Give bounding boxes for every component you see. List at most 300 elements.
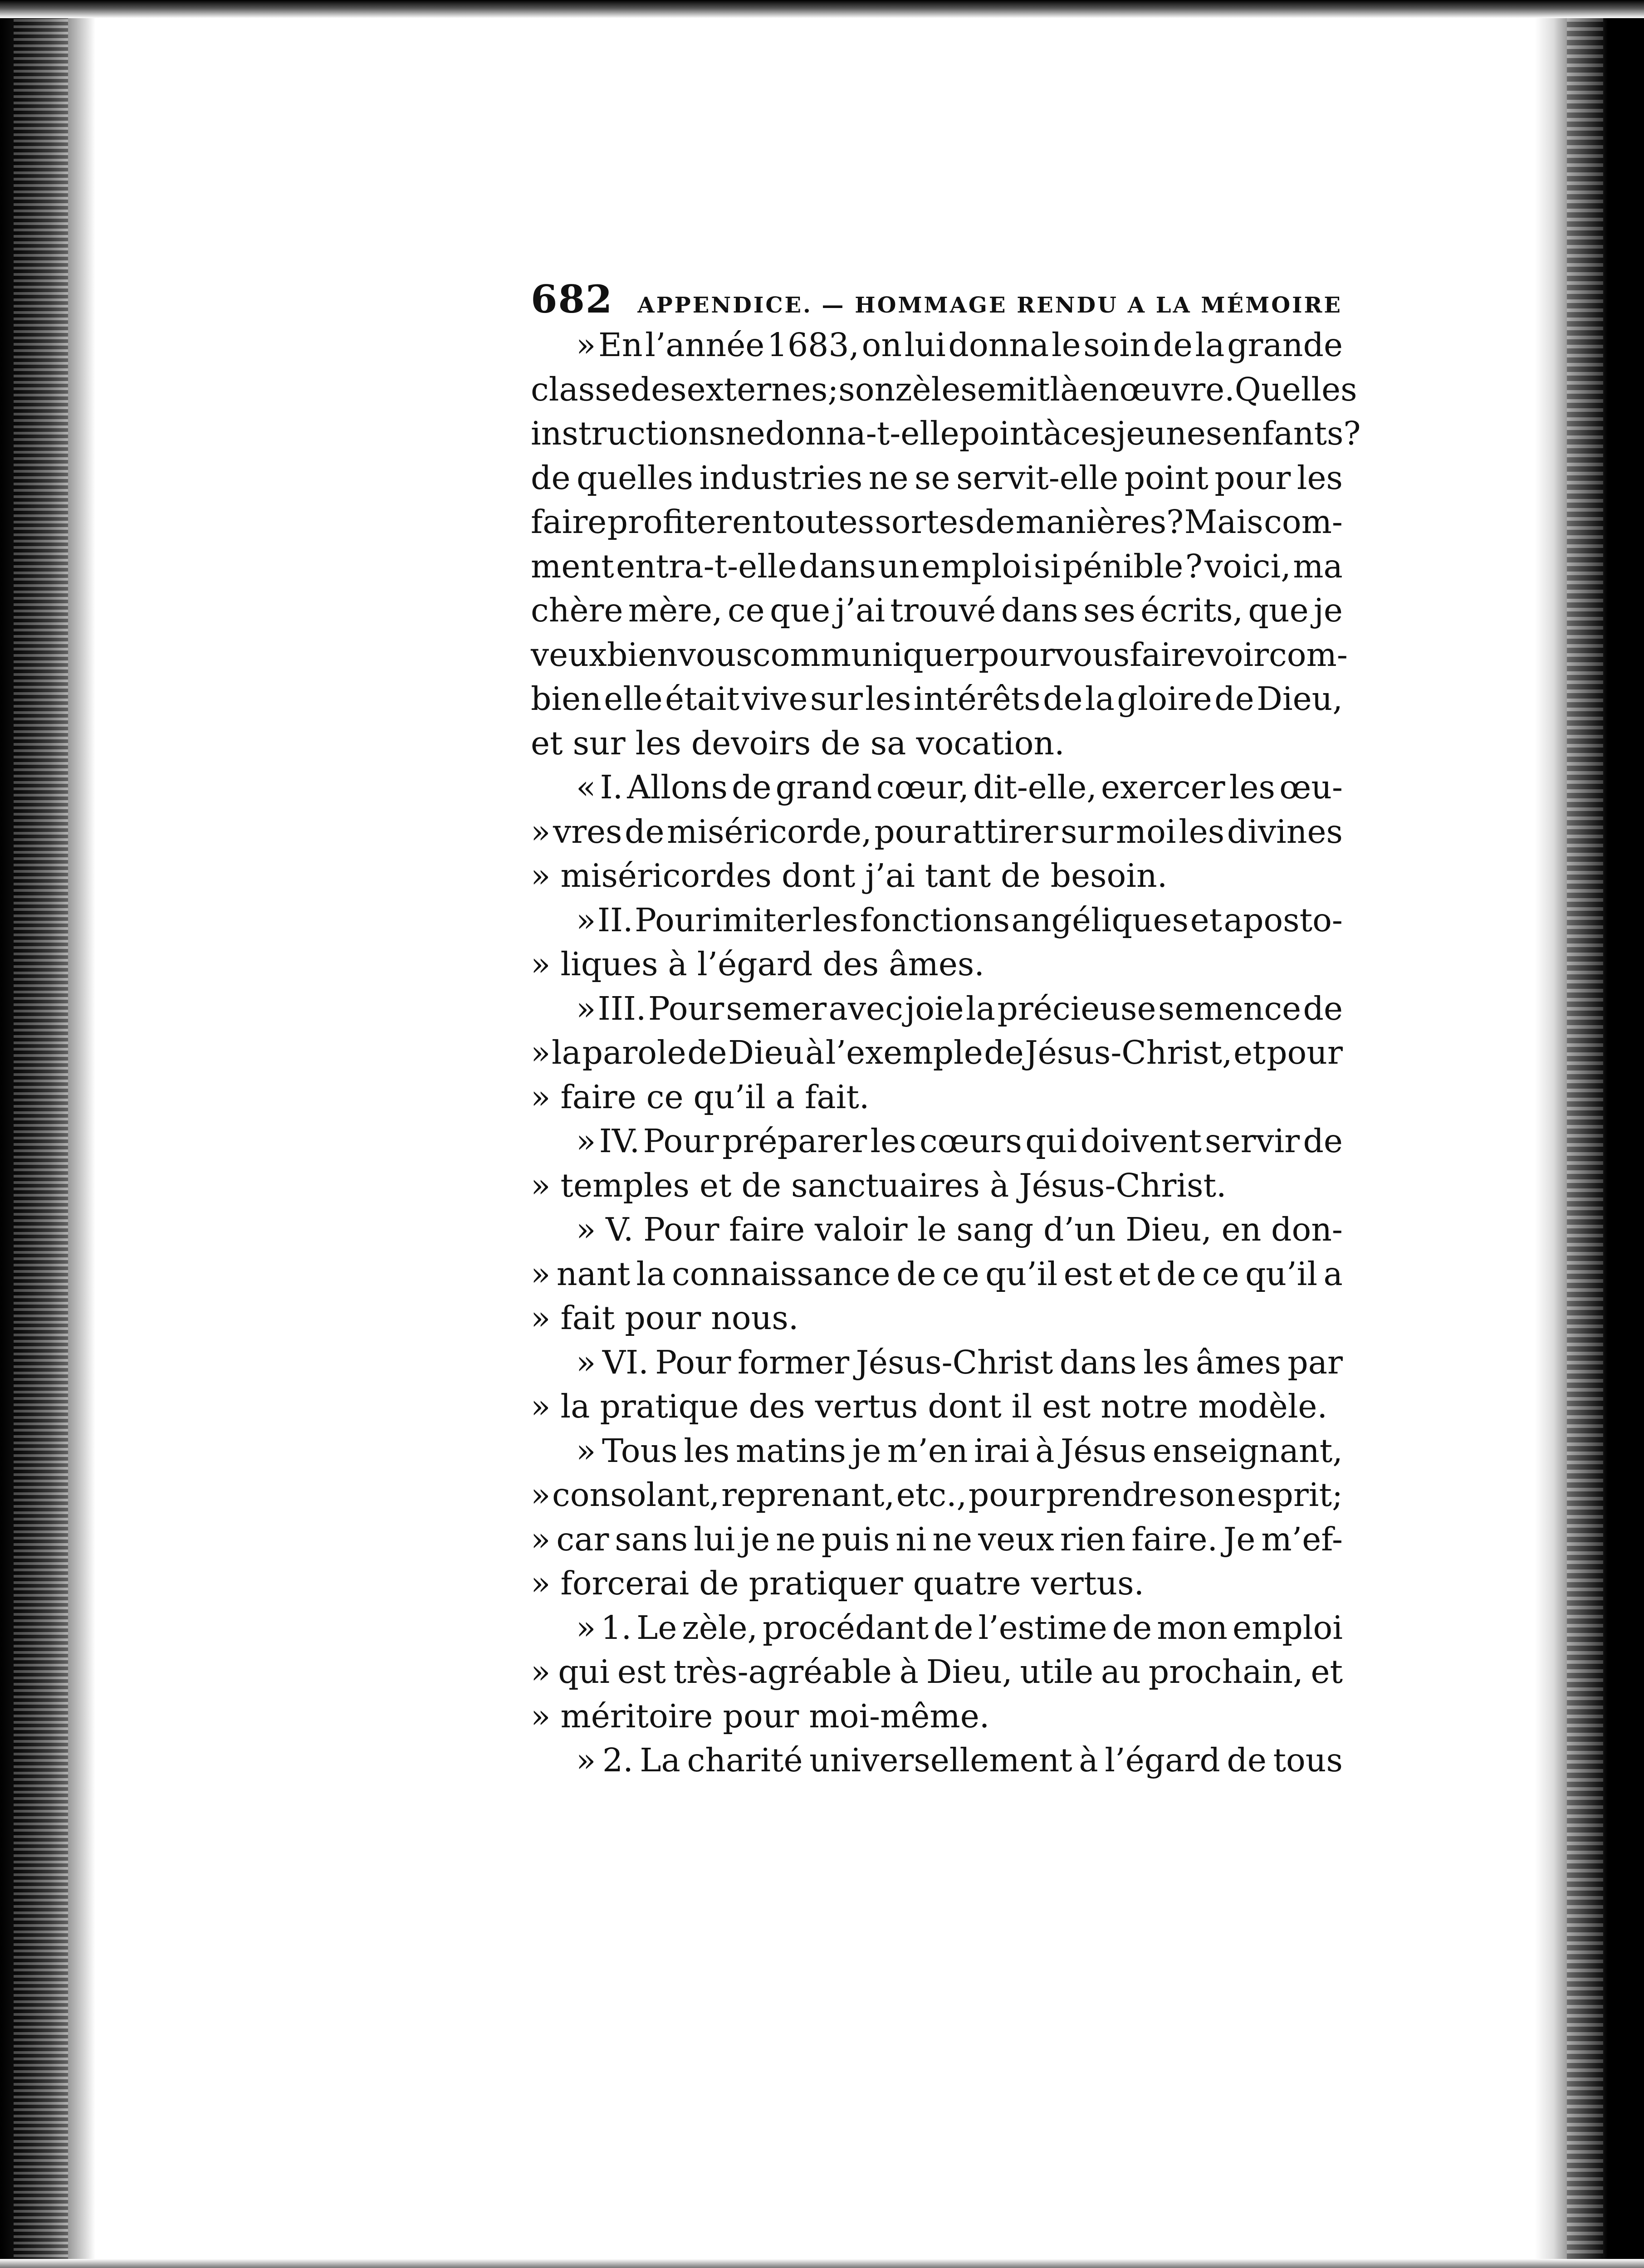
word: » xyxy=(576,901,596,939)
word: faire xyxy=(1130,635,1206,674)
word: moi-même. xyxy=(809,1697,990,1735)
word: son xyxy=(1179,1476,1236,1514)
word: qu’il xyxy=(985,1255,1058,1293)
running-head: APPENDICE. — HOMMAGE RENDU A LA MÉMOIRE xyxy=(637,293,1342,318)
word: mon xyxy=(1157,1608,1228,1647)
word: dont xyxy=(781,857,856,894)
word: de xyxy=(687,1034,727,1071)
word: faire xyxy=(729,1211,805,1248)
word: sans xyxy=(615,1520,688,1558)
word: donna xyxy=(948,326,1049,364)
word: 1683, xyxy=(767,326,860,364)
word: enfants? xyxy=(1222,415,1361,452)
word: les xyxy=(1143,1343,1189,1381)
scan-border-top xyxy=(0,0,1644,18)
text-line xyxy=(531,854,1343,898)
word: la xyxy=(1085,680,1115,718)
word: mit xyxy=(996,370,1050,408)
text-line xyxy=(531,721,1343,766)
text-line xyxy=(531,1031,1343,1075)
word: ce xyxy=(1202,1255,1239,1293)
word: à xyxy=(989,1166,1009,1204)
word: lui xyxy=(694,1520,735,1558)
word: » xyxy=(576,1211,596,1248)
word: et xyxy=(531,724,563,762)
word: d’un xyxy=(1043,1211,1116,1248)
word: zèle xyxy=(895,370,961,408)
text-line xyxy=(531,1561,1343,1606)
word: sanctuaires xyxy=(791,1166,980,1204)
word: pratique xyxy=(600,1388,739,1425)
word: était xyxy=(665,680,740,718)
word: jeunes xyxy=(1116,415,1223,452)
word: sa xyxy=(870,724,906,762)
word: ce xyxy=(727,591,765,629)
word: m’ef- xyxy=(1261,1520,1343,1558)
word: Tous xyxy=(602,1432,678,1470)
word: les xyxy=(1297,459,1343,497)
word: au xyxy=(1101,1653,1141,1691)
word: et xyxy=(1233,1034,1266,1071)
word: de xyxy=(896,1255,936,1293)
text-line xyxy=(531,544,1343,589)
word: à xyxy=(668,945,687,983)
word: universellement xyxy=(809,1741,1072,1779)
word: semer xyxy=(726,989,827,1027)
word: externes; xyxy=(686,370,839,408)
word: et xyxy=(1311,1653,1343,1691)
word: en xyxy=(1079,370,1120,408)
word: vertus xyxy=(815,1388,918,1425)
word: qui xyxy=(1025,1122,1077,1160)
word: connaissance xyxy=(671,1255,890,1293)
word: est xyxy=(617,1653,666,1691)
text-line xyxy=(531,1075,1343,1119)
word: aposto- xyxy=(1223,901,1343,939)
word: Pour xyxy=(635,901,711,939)
word: point xyxy=(959,415,1043,452)
word: le xyxy=(917,1211,947,1248)
text-line xyxy=(531,633,1348,677)
word: ne xyxy=(776,1520,816,1558)
word: les xyxy=(865,680,911,718)
word: » xyxy=(531,1078,551,1116)
text-line xyxy=(531,411,1361,456)
word: tous xyxy=(1273,1741,1343,1779)
word: la xyxy=(966,989,996,1027)
word: prendre xyxy=(1046,1476,1177,1514)
word: l’exemple xyxy=(825,1034,983,1071)
word: don- xyxy=(1271,1211,1343,1248)
scan-border-bottom xyxy=(0,2259,1644,2268)
word: de xyxy=(625,812,665,850)
word: écrits, xyxy=(1140,591,1243,629)
word: Dieu, xyxy=(1125,1211,1212,1248)
text-line xyxy=(531,323,1343,367)
word: vocation. xyxy=(916,724,1065,762)
word: former xyxy=(737,1343,850,1381)
word: servit-elle xyxy=(956,459,1119,497)
word: Quelles xyxy=(1234,370,1357,408)
word: temples xyxy=(560,1166,690,1204)
word: les xyxy=(1229,768,1275,806)
word: miséricordes xyxy=(560,857,772,894)
word: l’égard xyxy=(1105,1741,1220,1779)
word: se xyxy=(915,459,950,497)
word: quelles xyxy=(576,459,694,497)
word: pour xyxy=(968,1476,1045,1514)
word: la xyxy=(560,1388,590,1425)
word: » xyxy=(531,857,551,894)
word: a xyxy=(1323,1255,1343,1293)
word: car xyxy=(556,1520,609,1558)
text-line xyxy=(531,1517,1343,1562)
word: Je xyxy=(1223,1520,1256,1558)
word: l’année xyxy=(645,326,765,364)
text-line xyxy=(531,765,1343,810)
word: donna-t-elle xyxy=(765,415,959,452)
text-line xyxy=(531,1296,1343,1340)
word: liques xyxy=(560,945,658,983)
word: » xyxy=(576,1608,596,1647)
word: lui xyxy=(904,326,946,364)
word: je xyxy=(741,1520,770,1558)
word: bien xyxy=(531,680,602,718)
word: de xyxy=(1153,326,1193,364)
word: » xyxy=(531,1034,551,1071)
word: Dieu, xyxy=(926,1653,1013,1691)
text-line xyxy=(531,500,1343,544)
word: procédant xyxy=(763,1608,929,1647)
word: on xyxy=(861,326,902,364)
word: » xyxy=(531,1564,551,1602)
word: à xyxy=(899,1653,919,1691)
word: pénible xyxy=(1062,547,1184,585)
word: qu’il xyxy=(1245,1255,1318,1293)
word: point xyxy=(1124,459,1209,497)
text-line xyxy=(531,367,1357,412)
word: pour xyxy=(874,812,951,850)
word: notre xyxy=(1101,1388,1189,1425)
word: est xyxy=(1042,1388,1091,1425)
word: Pour xyxy=(655,1343,731,1381)
word: 2. xyxy=(602,1741,633,1779)
word: de xyxy=(821,724,861,762)
word: En xyxy=(598,326,643,364)
word: très-agréable xyxy=(673,1653,892,1691)
word: fait. xyxy=(805,1078,870,1116)
word: Allons xyxy=(627,768,728,806)
word: avec xyxy=(828,989,903,1027)
word: qui xyxy=(558,1653,610,1691)
word: grand xyxy=(775,768,872,806)
word: » xyxy=(576,1741,596,1779)
word: Dieu, xyxy=(1256,680,1343,718)
word: vive xyxy=(742,680,808,718)
word: de xyxy=(531,459,571,497)
text-line xyxy=(531,1429,1343,1473)
word: œu- xyxy=(1279,768,1343,806)
word: à xyxy=(805,1034,825,1071)
word: préparer xyxy=(722,1122,867,1160)
word: elle xyxy=(604,680,663,718)
word: ne xyxy=(932,1520,973,1558)
word: les xyxy=(684,1432,730,1470)
word: qu’il xyxy=(693,1078,766,1116)
text-line xyxy=(531,1606,1343,1650)
word: valoir xyxy=(814,1211,908,1248)
word: imiter xyxy=(712,901,811,939)
word: par xyxy=(1287,1343,1343,1381)
word: ne xyxy=(725,415,765,452)
word: des xyxy=(630,370,687,408)
word: vertus. xyxy=(1031,1564,1145,1602)
word: La xyxy=(640,1741,680,1779)
word: zèle, xyxy=(682,1608,758,1647)
word: à xyxy=(1035,1432,1055,1470)
word: » xyxy=(576,1432,596,1470)
word: com- xyxy=(1264,503,1343,541)
text-line xyxy=(531,1340,1343,1385)
word: tant xyxy=(925,857,991,894)
word: vres xyxy=(553,812,622,850)
word: utile xyxy=(1020,1653,1094,1691)
word: de xyxy=(1112,1608,1152,1647)
word: puis xyxy=(821,1520,890,1558)
word: de xyxy=(741,1166,781,1204)
word: et xyxy=(1190,901,1223,939)
word: grande xyxy=(1227,326,1343,364)
word: veux xyxy=(978,1520,1054,1558)
word: la xyxy=(636,1255,666,1293)
word: de xyxy=(1156,1255,1196,1293)
text-line xyxy=(531,1207,1343,1252)
word: en xyxy=(732,503,772,541)
word: ce xyxy=(646,1078,684,1116)
word: » xyxy=(531,945,551,983)
word: vous xyxy=(1055,635,1130,674)
word: cœurs xyxy=(919,1122,1022,1160)
word: moi xyxy=(1116,812,1176,850)
word: classe xyxy=(531,370,631,408)
word: Dieu xyxy=(728,1034,804,1071)
word: œuvre. xyxy=(1119,370,1235,408)
word: Pour xyxy=(648,989,724,1027)
word: je xyxy=(852,1432,881,1470)
word: communiquer xyxy=(752,635,979,674)
word: nous. xyxy=(711,1299,799,1337)
word: parole xyxy=(582,1034,686,1071)
word: âmes. xyxy=(889,945,984,983)
word: les xyxy=(870,1122,916,1160)
word: âmes xyxy=(1195,1343,1281,1381)
word: pour xyxy=(979,635,1055,674)
word: entra-t-elle xyxy=(616,547,797,585)
word: besoin. xyxy=(1050,857,1168,894)
text-line xyxy=(531,588,1343,633)
word: etc., xyxy=(896,1476,967,1514)
word: Le xyxy=(636,1608,677,1647)
word: ? xyxy=(1185,547,1203,585)
word: IV. xyxy=(599,1122,640,1160)
word: doivent xyxy=(1080,1122,1202,1160)
word: que xyxy=(769,591,831,629)
word: » xyxy=(576,1122,596,1160)
word: j’ai xyxy=(865,857,915,894)
word: ni xyxy=(895,1520,927,1558)
word: attirer xyxy=(953,812,1058,850)
word: de xyxy=(1001,857,1041,894)
word: toutes xyxy=(773,503,875,541)
word: veux xyxy=(531,635,607,674)
word: manières? xyxy=(1015,503,1184,541)
word: un xyxy=(878,547,920,585)
word: 1. xyxy=(601,1608,632,1647)
word: chère xyxy=(531,591,623,629)
word: nant xyxy=(556,1255,631,1293)
text-line xyxy=(531,1650,1343,1694)
word: Pour xyxy=(643,1122,719,1160)
word: » xyxy=(531,1388,551,1425)
word: si xyxy=(1033,547,1061,585)
text-line xyxy=(531,1163,1343,1208)
word: est xyxy=(1063,1255,1112,1293)
word: la xyxy=(551,1034,581,1071)
word: » xyxy=(531,1520,551,1558)
word: de xyxy=(1227,1741,1267,1779)
word: » xyxy=(531,1476,551,1514)
word: et xyxy=(699,1166,732,1204)
word: à xyxy=(1043,415,1063,452)
word: Jésus-Christ. xyxy=(1019,1166,1227,1204)
word: de xyxy=(984,1034,1024,1071)
word: vous xyxy=(677,635,753,674)
word: méritoire xyxy=(560,1697,713,1735)
word: Pour xyxy=(643,1211,719,1248)
word: ment xyxy=(531,547,614,585)
word: m’en xyxy=(887,1432,968,1470)
word: faire xyxy=(531,503,607,541)
word: j’ai xyxy=(835,591,886,629)
word: et xyxy=(1118,1255,1150,1293)
word: Mais xyxy=(1184,503,1263,541)
word: I. xyxy=(600,768,623,806)
word: III. xyxy=(597,989,646,1027)
page-header xyxy=(531,277,1343,327)
scan-border-right xyxy=(1535,0,1644,2268)
word: intérêts xyxy=(913,680,1041,718)
page-number: 682 xyxy=(531,277,613,322)
word: miséricorde, xyxy=(667,812,872,850)
word: quatre xyxy=(913,1564,1021,1602)
word: cœur, xyxy=(876,768,969,806)
word: » xyxy=(531,1255,551,1293)
word: ces xyxy=(1062,415,1116,452)
word: voici, xyxy=(1204,547,1291,585)
text-line xyxy=(531,898,1343,943)
word: les xyxy=(1179,812,1225,850)
word: sur xyxy=(1061,812,1114,850)
word: industries xyxy=(699,459,863,497)
word: des xyxy=(749,1388,805,1425)
word: pour xyxy=(1214,459,1291,497)
word: « xyxy=(576,768,596,806)
word: de xyxy=(1043,680,1083,718)
word: Jésus xyxy=(1061,1432,1147,1470)
text-line xyxy=(531,1473,1343,1517)
word: faire. xyxy=(1131,1520,1218,1558)
word: soin xyxy=(1083,326,1150,364)
word: VI. xyxy=(602,1343,649,1381)
word: joie xyxy=(905,989,964,1027)
word: » xyxy=(576,1343,596,1381)
body-text xyxy=(531,323,1361,1783)
word: la xyxy=(1195,326,1225,364)
text-line xyxy=(531,1384,1343,1429)
word: mère, xyxy=(628,591,723,629)
text-line xyxy=(531,1252,1343,1296)
text-line xyxy=(531,677,1343,721)
word: reprenant, xyxy=(721,1476,895,1514)
word: dont xyxy=(928,1388,1002,1425)
word: II. xyxy=(597,901,633,939)
word: devoirs xyxy=(691,724,811,762)
word: a xyxy=(775,1078,795,1116)
word: irai xyxy=(974,1432,1029,1470)
word: voir xyxy=(1205,635,1269,674)
word: prochain, xyxy=(1148,1653,1303,1691)
word: pour xyxy=(625,1299,701,1337)
word: de xyxy=(1303,1122,1343,1160)
word: en xyxy=(1221,1211,1262,1248)
text-line xyxy=(531,1694,1343,1739)
word: de xyxy=(1303,989,1343,1027)
word: Jésus-Christ xyxy=(856,1343,1053,1381)
word: exercer xyxy=(1101,768,1225,806)
word: » xyxy=(531,812,551,850)
word: des xyxy=(822,945,879,983)
word: Jésus-Christ, xyxy=(1025,1034,1233,1071)
word: rien xyxy=(1060,1520,1126,1558)
word: sur xyxy=(572,724,626,762)
scan-border-left xyxy=(0,0,95,2268)
word: com- xyxy=(1269,635,1348,674)
word: de xyxy=(699,1564,739,1602)
text-line xyxy=(531,1738,1343,1783)
word: emploi xyxy=(1232,1608,1343,1647)
word: l’estime xyxy=(978,1608,1107,1647)
word: l’égard xyxy=(697,945,813,983)
word: enseignant, xyxy=(1152,1432,1343,1470)
word: » xyxy=(576,989,596,1027)
word: le xyxy=(1051,326,1081,364)
word: que xyxy=(1248,591,1309,629)
word: esprit; xyxy=(1237,1476,1343,1514)
word: instructions xyxy=(531,415,725,452)
word: les xyxy=(812,901,858,939)
word: consolant, xyxy=(552,1476,720,1514)
word: ce xyxy=(942,1255,979,1293)
text-line xyxy=(531,987,1343,1031)
word: » xyxy=(576,326,596,364)
word: dans xyxy=(1001,591,1078,629)
word: sortes xyxy=(875,503,975,541)
word: divines xyxy=(1227,812,1343,850)
word: faire xyxy=(560,1078,636,1116)
word: » xyxy=(531,1166,551,1204)
word: emploi xyxy=(921,547,1032,585)
text-line xyxy=(531,456,1343,500)
